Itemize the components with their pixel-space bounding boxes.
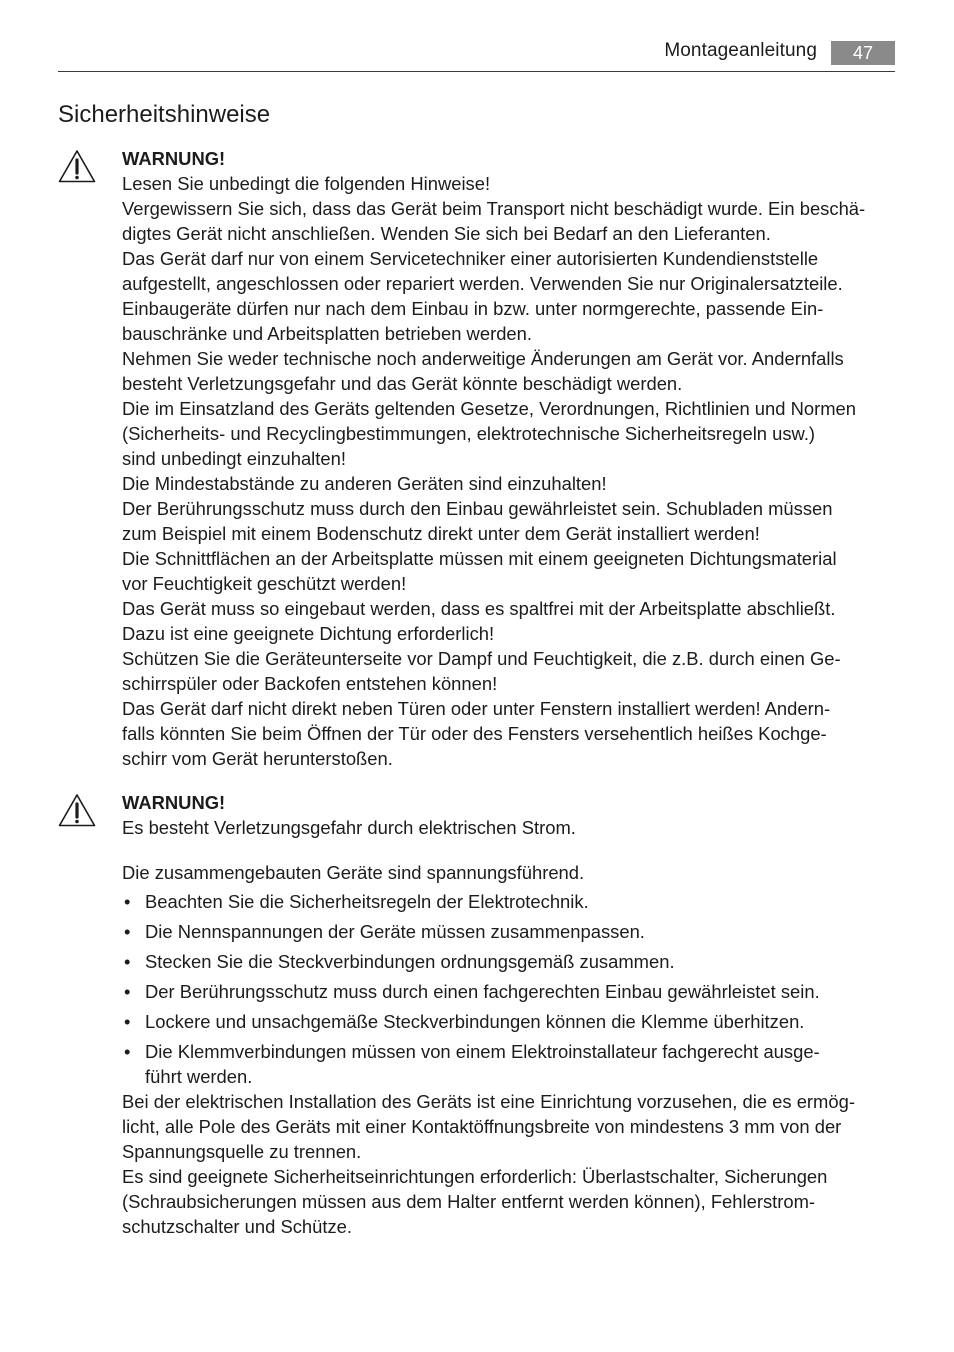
list-item bbox=[122, 979, 898, 1004]
list-item-text: Die Klemmverbindungen müssen von einem Elektroinstallateur fachgerecht ausge- bbox=[145, 1041, 820, 1062]
text-line: Der Berührungsschutz muss durch den Einbau gewährleistet sein. Schubladen müssen bbox=[122, 498, 833, 519]
list-item bbox=[122, 889, 898, 914]
list-item-text: führt werden. bbox=[145, 1066, 253, 1087]
list-item-text: Beachten Sie die Sicherheitsregeln der Elektrotechnik. bbox=[145, 891, 589, 912]
text-line: bauschränke und Arbeitsplatten betrieben werden. bbox=[122, 323, 532, 344]
bullet-icon: • bbox=[124, 1011, 131, 1032]
text-line: falls könnten Sie beim Öffnen der Tür oder des Fensters versehentlich heißes Kochge- bbox=[122, 723, 827, 744]
section-title: Sicherheitshinweise bbox=[58, 101, 271, 128]
text-line: Die Schnittflächen an der Arbeitsplatte müssen mit einem geeigneten Dichtungsmaterial bbox=[122, 548, 837, 569]
text-line: schirrspüler oder Backofen entstehen können! bbox=[122, 673, 498, 694]
text-line: licht, alle Pole des Geräts mit einer Kontaktöffnungsbreite von mindestens 3 mm von der bbox=[122, 1116, 842, 1137]
text-line: aufgestellt, angeschlossen oder repariert werden. Verwenden Sie nur Originalersatzteile. bbox=[122, 273, 843, 294]
warning-block-general bbox=[122, 146, 898, 771]
list-item-text: Die Nennspannungen der Geräte müssen zusammenpassen. bbox=[145, 921, 645, 942]
text-line: vor Feuchtigkeit geschützt werden! bbox=[122, 573, 407, 594]
text-line: (Schraubsicherungen müssen aus dem Halter entfernt werden können), Fehlerstrom- bbox=[122, 1191, 816, 1212]
text-line: Lesen Sie unbedingt die folgenden Hinweise! bbox=[122, 173, 491, 194]
bullet-icon: • bbox=[124, 981, 131, 1002]
list-item bbox=[122, 949, 898, 974]
bullet-icon: • bbox=[124, 891, 131, 912]
warning-triangle-icon bbox=[58, 793, 96, 827]
text-line: Das Gerät muss so eingebaut werden, dass es spaltfrei mit der Arbeitsplatte abschließt. bbox=[122, 598, 836, 619]
text-line: schutzschalter und Schütze. bbox=[122, 1216, 353, 1237]
bullet-icon: • bbox=[124, 921, 131, 942]
text-line: Bei der elektrischen Installation des Geräts ist eine Einrichtung vorzusehen, die es ermög- bbox=[122, 1091, 855, 1112]
page-number: 47 bbox=[831, 41, 895, 65]
text-line: Spannungsquelle zu trennen. bbox=[122, 1141, 362, 1162]
text-line: digtes Gerät nicht anschließen. Wenden Sie sich bei Bedarf an den Lieferanten. bbox=[122, 223, 771, 244]
text-line: Das Gerät darf nur von einem Servicetechniker einer autorisierten Kundendienststelle bbox=[122, 248, 819, 269]
text-line: Die Mindestabstände zu anderen Geräten sind einzuhalten! bbox=[122, 473, 607, 494]
list-item bbox=[122, 1009, 898, 1034]
spacer bbox=[122, 840, 898, 860]
text-line: besteht Verletzungsgefahr und das Gerät könnte beschädigt werden. bbox=[122, 373, 683, 394]
text-line: zum Beispiel mit einem Bodenschutz direkt unter dem Gerät installiert werden! bbox=[122, 523, 760, 544]
list-item-text: Stecken Sie die Steckverbindungen ordnungsgemäß zusammen. bbox=[145, 951, 675, 972]
text-line: Dazu ist eine geeignete Dichtung erforderlich! bbox=[122, 623, 495, 644]
closing-text bbox=[122, 1089, 898, 1239]
text-line: Einbaugeräte dürfen nur nach dem Einbau in bzw. unter normgerechte, passende Ein- bbox=[122, 298, 824, 319]
warning-block-electrical bbox=[122, 790, 898, 1239]
warning-statement: Die zusammengebauten Geräte sind spannungsführend. bbox=[122, 862, 585, 883]
text-line: sind unbedingt einzuhalten! bbox=[122, 448, 346, 469]
list-item-text: Lockere und unsachgemäße Steckverbindungen können die Klemme überhitzen. bbox=[145, 1011, 805, 1032]
text-line: Nehmen Sie weder technische noch anderweitige Änderungen am Gerät vor. Andernfalls bbox=[122, 348, 844, 369]
list-item bbox=[122, 919, 898, 944]
text-line: Das Gerät darf nicht direkt neben Türen oder unter Fenstern installiert werden! Andern- bbox=[122, 698, 831, 719]
warning-heading: WARNUNG! bbox=[122, 148, 226, 169]
list-item bbox=[122, 1039, 898, 1089]
text-line: (Sicherheits- und Recyclingbestimmungen, elektrotechnische Sicherheitsregeln usw.) bbox=[122, 423, 816, 444]
text-line: Vergewissern Sie sich, dass das Gerät beim Transport nicht beschädigt wurde. Ein beschä- bbox=[122, 198, 866, 219]
text-line: schirr vom Gerät herunterstoßen. bbox=[122, 748, 393, 769]
text-line: Schützen Sie die Geräteunterseite vor Dampf und Feuchtigkeit, die z.B. durch einen Ge- bbox=[122, 648, 841, 669]
warning-heading: WARNUNG! bbox=[122, 792, 226, 813]
warning-triangle-icon bbox=[58, 149, 96, 183]
text-line: Die im Einsatzland des Geräts geltenden Gesetze, Verordnungen, Richtlinien und Normen bbox=[122, 398, 856, 419]
bullet-list bbox=[122, 889, 898, 1089]
warning-text bbox=[122, 171, 898, 771]
bullet-icon: • bbox=[124, 1041, 131, 1062]
warning-intro: Es besteht Verletzungsgefahr durch elektrischen Strom. bbox=[122, 817, 576, 838]
list-item-text: Der Berührungsschutz muss durch einen fachgerechten Einbau gewährleistet sein. bbox=[145, 981, 820, 1002]
bullet-icon: • bbox=[124, 951, 131, 972]
page-header bbox=[58, 38, 895, 72]
text-line: Es sind geeignete Sicherheitseinrichtungen erforderlich: Überlastschalter, Sicherungen bbox=[122, 1166, 828, 1187]
header-title: Montageanleitung bbox=[664, 40, 817, 61]
